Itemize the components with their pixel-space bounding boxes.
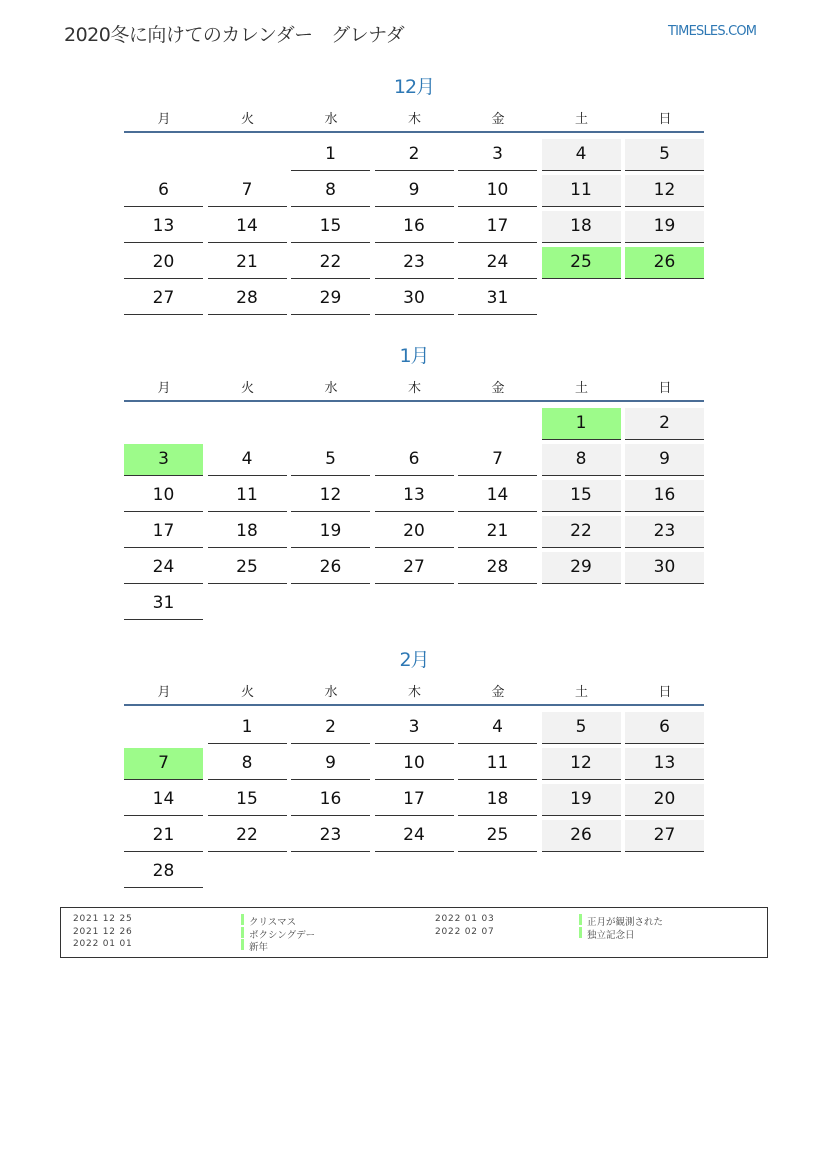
month-title: 12月 <box>393 76 435 98</box>
site-link[interactable]: TIMESLES.COM <box>668 24 757 39</box>
weekday-label: 火 <box>240 112 254 127</box>
day-cell: 20 <box>124 247 203 279</box>
month-title: 1月 <box>399 345 429 367</box>
day-cell: 16 <box>625 480 704 512</box>
holiday-day-cell: 3 <box>124 444 203 476</box>
weekday-label: 水 <box>324 112 338 127</box>
header-rule <box>124 400 704 402</box>
day-cell: 17 <box>458 211 537 243</box>
weekday-label: 土 <box>574 685 588 700</box>
weekday-label: 日 <box>658 685 672 700</box>
day-cell: 13 <box>625 748 704 780</box>
day-cell: 29 <box>291 283 370 315</box>
day-cell: 14 <box>208 211 287 243</box>
holiday-color-marker <box>241 914 244 925</box>
day-cell: 26 <box>542 820 621 852</box>
day-cell: 14 <box>458 480 537 512</box>
day-cell: 8 <box>208 748 287 780</box>
header-rule <box>124 131 704 133</box>
legend-date: 2021 12 25 <box>73 914 133 924</box>
day-cell: 16 <box>291 784 370 816</box>
weekday-header <box>124 377 704 395</box>
day-cell: 5 <box>291 444 370 476</box>
day-cell: 18 <box>208 516 287 548</box>
day-cell: 28 <box>458 552 537 584</box>
day-cell: 10 <box>375 748 454 780</box>
day-cell: 27 <box>625 820 704 852</box>
day-cell: 9 <box>375 175 454 207</box>
legend-holiday-name: 正月が観測された <box>587 917 664 928</box>
legend-holiday-name: 新年 <box>249 942 269 953</box>
day-cell: 23 <box>291 820 370 852</box>
day-cell: 28 <box>208 283 287 315</box>
holiday-color-marker <box>579 914 582 925</box>
weekday-label: 土 <box>574 112 588 127</box>
day-cell: 22 <box>542 516 621 548</box>
weekday-label: 日 <box>658 112 672 127</box>
day-cell: 6 <box>375 444 454 476</box>
weekday-header <box>124 681 704 699</box>
day-cell: 17 <box>124 516 203 548</box>
weekday-label: 金 <box>491 112 505 127</box>
day-cell: 13 <box>375 480 454 512</box>
weekday-label: 金 <box>491 381 505 396</box>
day-cell: 18 <box>542 211 621 243</box>
day-cell: 6 <box>124 175 203 207</box>
day-cell: 9 <box>625 444 704 476</box>
day-cell: 21 <box>458 516 537 548</box>
holiday-day-cell: 1 <box>542 408 621 440</box>
day-cell: 30 <box>375 283 454 315</box>
legend-date: 2022 02 07 <box>435 926 495 937</box>
day-cell: 6 <box>625 712 704 744</box>
day-cell: 2 <box>625 408 704 440</box>
day-cell: 8 <box>542 444 621 476</box>
day-cell: 4 <box>458 712 537 744</box>
weekday-label: 月 <box>157 381 171 396</box>
day-cell: 15 <box>291 211 370 243</box>
legend-holiday-name: 独立記念日 <box>587 929 635 941</box>
day-cell: 21 <box>124 820 203 852</box>
holiday-day-cell: 25 <box>542 247 621 279</box>
holiday-day-cell: 26 <box>625 247 704 279</box>
day-cell: 20 <box>625 784 704 816</box>
day-cell: 5 <box>542 712 621 744</box>
day-cell: 23 <box>625 516 704 548</box>
day-cell: 11 <box>208 480 287 512</box>
day-cell: 20 <box>375 516 454 548</box>
day-cell: 24 <box>458 247 537 279</box>
day-cell: 19 <box>625 211 704 243</box>
legend-holiday-name: ボクシングデー <box>249 929 316 941</box>
weekday-label: 金 <box>491 685 505 700</box>
day-cell: 27 <box>124 283 203 315</box>
day-cell: 17 <box>375 784 454 816</box>
day-cell: 11 <box>458 748 537 780</box>
day-cell: 9 <box>291 748 370 780</box>
day-cell: 7 <box>208 175 287 207</box>
page-title: 2020冬に向けてのカレンダー グレナダ <box>64 24 405 46</box>
day-cell: 1 <box>291 139 370 171</box>
day-cell: 4 <box>542 139 621 171</box>
day-cell: 8 <box>291 175 370 207</box>
day-cell: 1 <box>208 712 287 744</box>
day-cell: 11 <box>542 175 621 207</box>
day-cell: 3 <box>458 139 537 171</box>
day-cell: 26 <box>291 552 370 584</box>
legend-date: 2021 12 26 <box>73 926 133 937</box>
day-cell: 31 <box>458 283 537 315</box>
day-cell: 27 <box>375 552 454 584</box>
holiday-color-marker <box>579 927 582 938</box>
day-cell: 10 <box>124 480 203 512</box>
day-cell: 21 <box>208 247 287 279</box>
holiday-color-marker <box>241 927 244 938</box>
day-cell: 31 <box>124 588 203 620</box>
day-cell: 19 <box>291 516 370 548</box>
legend-date: 2022 01 01 <box>73 939 133 949</box>
day-cell: 25 <box>208 552 287 584</box>
weekday-label: 水 <box>324 381 338 396</box>
day-cell: 5 <box>625 139 704 171</box>
day-cell: 10 <box>458 175 537 207</box>
weekday-label: 木 <box>407 112 421 127</box>
weekday-header <box>124 108 704 126</box>
day-cell: 18 <box>458 784 537 816</box>
weekday-label: 水 <box>324 685 338 700</box>
day-cell: 3 <box>375 712 454 744</box>
weekday-label: 日 <box>658 381 672 396</box>
weekday-label: 土 <box>574 381 588 396</box>
legend-holiday-name: クリスマス <box>249 917 297 928</box>
day-cell: 22 <box>208 820 287 852</box>
weekday-label: 月 <box>157 112 171 127</box>
day-cell: 23 <box>375 247 454 279</box>
day-cell: 14 <box>124 784 203 816</box>
weekday-label: 木 <box>407 381 421 396</box>
day-cell: 4 <box>208 444 287 476</box>
day-cell: 2 <box>291 712 370 744</box>
day-cell: 12 <box>542 748 621 780</box>
day-cell: 19 <box>542 784 621 816</box>
day-cell: 24 <box>375 820 454 852</box>
day-cell: 7 <box>458 444 537 476</box>
day-cell: 2 <box>375 139 454 171</box>
holiday-color-marker <box>241 939 244 950</box>
day-cell: 15 <box>542 480 621 512</box>
day-cell: 13 <box>124 211 203 243</box>
day-cell: 22 <box>291 247 370 279</box>
weekday-label: 月 <box>157 685 171 700</box>
header-rule <box>124 704 704 706</box>
day-cell: 24 <box>124 552 203 584</box>
day-cell: 16 <box>375 211 454 243</box>
weekday-label: 火 <box>240 381 254 396</box>
weekday-label: 火 <box>240 685 254 700</box>
legend-date: 2022 01 03 <box>435 914 495 924</box>
day-cell: 25 <box>458 820 537 852</box>
day-cell: 30 <box>625 552 704 584</box>
holiday-day-cell: 7 <box>124 748 203 780</box>
weekday-label: 木 <box>407 685 421 700</box>
day-cell: 15 <box>208 784 287 816</box>
day-cell: 28 <box>124 856 203 888</box>
month-title: 2月 <box>399 649 429 671</box>
day-cell: 12 <box>625 175 704 207</box>
day-cell: 29 <box>542 552 621 584</box>
holiday-legend <box>60 907 768 958</box>
day-cell: 12 <box>291 480 370 512</box>
